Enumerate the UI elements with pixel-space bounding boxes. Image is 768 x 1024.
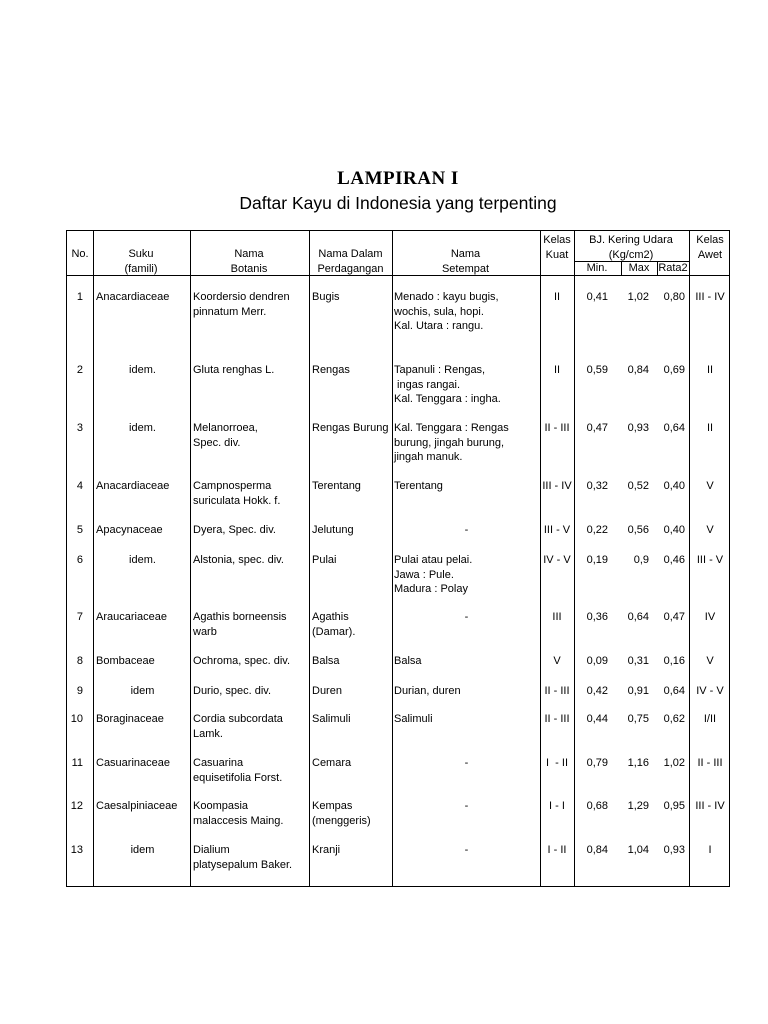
cell-nama-dagang: Kranji	[312, 844, 341, 856]
cell-min: 0,42	[586, 685, 608, 697]
header-nama-dagang: Nama Dalam Perdagangan	[317, 248, 384, 275]
cell-max: 0,75	[627, 713, 649, 725]
cell-nama-botanis: Cordia subcordata Lamk.	[193, 713, 283, 740]
cell-no: 5	[76, 524, 83, 536]
cell-no: 1	[76, 291, 83, 303]
cell-no: 12	[70, 800, 83, 812]
cell-kelas-awet: II	[706, 422, 714, 434]
col-divider	[93, 231, 94, 886]
cell-kelas-kuat: I - II	[546, 757, 568, 769]
cell-rata: 0,62	[663, 713, 685, 725]
cell-suku: idem	[130, 844, 155, 856]
cell-suku: idem.	[129, 422, 156, 434]
cell-max: 1,29	[627, 800, 649, 812]
cell-kelas-awet: I/II	[703, 713, 717, 725]
cell-nama-setempat: Pulai atau pelai. Jawa : Pule. Madura : Polay	[394, 554, 473, 595]
cell-max: 0,52	[627, 480, 649, 492]
cell-kelas-kuat: I - II	[547, 844, 567, 856]
cell-min: 0,09	[586, 655, 608, 667]
cell-rata: 0,95	[663, 800, 685, 812]
cell-rata: 0,64	[663, 685, 685, 697]
cell-no: 2	[76, 364, 83, 376]
cell-kelas-kuat: II	[553, 364, 561, 376]
cell-nama-botanis: Koordersio dendren pinnatum Merr.	[193, 291, 290, 318]
cell-max: 1,04	[627, 844, 649, 856]
cell-nama-botanis: Campnosperma suriculata Hokk. f.	[193, 480, 281, 507]
cell-max: 1,16	[627, 757, 649, 769]
cell-nama-botanis: Gluta renghas L.	[193, 364, 275, 376]
cell-rata: 1,02	[663, 757, 685, 769]
cell-min: 0,41	[586, 291, 608, 303]
header-kelas-kuat: Kelas Kuat	[543, 234, 571, 261]
cell-nama-dagang: Salimuli	[312, 713, 351, 725]
header-no: No.	[71, 248, 89, 260]
cell-kelas-awet: III - IV	[695, 800, 725, 812]
cell-nama-setempat: Salimuli	[394, 713, 433, 725]
cell-kelas-awet: II	[706, 364, 714, 376]
header-max: Max	[628, 262, 650, 274]
cell-nama-setempat: Tapanuli : Rengas, ingas rangai. Kal. Tenggara : ingha.	[394, 364, 501, 405]
wood-table	[66, 230, 730, 887]
cell-nama-botanis: Dyera, Spec. div.	[193, 524, 276, 536]
cell-rata: 0,64	[663, 422, 685, 434]
cell-nama-setempat: Terentang	[394, 480, 443, 492]
cell-nama-setempat: -	[464, 844, 469, 856]
cell-nama-dagang: Jelutung	[312, 524, 354, 536]
cell-kelas-kuat: V	[553, 655, 561, 667]
cell-rata: 0,80	[663, 291, 685, 303]
cell-no: 7	[76, 611, 83, 623]
cell-nama-dagang: Agathis (Damar).	[312, 611, 356, 638]
cell-max: 1,02	[627, 291, 649, 303]
cell-min: 0,44	[586, 713, 608, 725]
cell-nama-dagang: Terentang	[312, 480, 361, 492]
cell-nama-botanis: Melanorroea, Spec. div.	[193, 422, 258, 449]
header-min: Min.	[586, 262, 608, 274]
cell-nama-botanis: Casuarina equisetifolia Forst.	[193, 757, 283, 784]
cell-kelas-awet: III - V	[696, 554, 724, 566]
cell-no: 4	[76, 480, 83, 492]
header-nama-setempat: Nama Setempat	[441, 248, 490, 275]
cell-rata: 0,69	[663, 364, 685, 376]
cell-max: 0,93	[627, 422, 649, 434]
cell-rata: 0,40	[663, 524, 685, 536]
cell-kelas-kuat: II	[553, 291, 561, 303]
cell-nama-botanis: Dialium platysepalum Baker.	[193, 844, 293, 871]
cell-rata: 0,47	[663, 611, 685, 623]
cell-nama-dagang: Rengas Burung	[312, 422, 389, 434]
cell-min: 0,79	[586, 757, 608, 769]
cell-max: 0,31	[627, 655, 649, 667]
cell-nama-setempat: -	[464, 611, 469, 623]
cell-nama-dagang: Balsa	[312, 655, 340, 667]
document-title: LAMPIRAN I	[337, 168, 459, 189]
cell-nama-botanis: Koompasia malaccesis Maing.	[193, 800, 284, 827]
cell-rata: 0,16	[663, 655, 685, 667]
cell-min: 0,47	[586, 422, 608, 434]
cell-kelas-awet: II - III	[697, 757, 723, 769]
cell-no: 13	[70, 844, 83, 856]
cell-nama-setempat: Durian, duren	[394, 685, 461, 697]
cell-suku: Boraginaceae	[96, 713, 164, 725]
cell-suku: idem.	[129, 364, 156, 376]
cell-suku: Caesalpiniaceae	[96, 800, 178, 812]
cell-min: 0,84	[586, 844, 608, 856]
cell-no: 11	[71, 757, 83, 769]
cell-rata: 0,46	[663, 554, 685, 566]
cell-nama-setempat: -	[464, 757, 469, 769]
cell-nama-dagang: Pulai	[312, 554, 337, 566]
cell-nama-dagang: Rengas	[312, 364, 350, 376]
cell-nama-setempat: -	[464, 800, 469, 812]
header-kelas-awet: Kelas Awet	[696, 234, 724, 261]
cell-kelas-kuat: IV - V	[543, 554, 571, 566]
cell-no: 10	[70, 713, 83, 725]
cell-no: 6	[76, 554, 83, 566]
cell-nama-dagang: Duren	[312, 685, 342, 697]
cell-kelas-awet: V	[706, 524, 714, 536]
cell-suku: Apacynaceae	[96, 524, 163, 536]
col-divider	[190, 231, 191, 886]
cell-suku: idem.	[129, 554, 156, 566]
cell-no: 8	[76, 655, 83, 667]
cell-min: 0,68	[586, 800, 608, 812]
cell-kelas-awet: IV	[704, 611, 716, 623]
cell-suku: Araucariaceae	[96, 611, 167, 623]
cell-nama-botanis: Ochroma, spec. div.	[193, 655, 290, 667]
cell-min: 0,59	[586, 364, 608, 376]
header-bj-kering-udara: BJ. Kering Udara (Kg/cm2)	[589, 234, 673, 261]
cell-nama-dagang: Cemara	[312, 757, 352, 769]
cell-rata: 0,93	[663, 844, 685, 856]
cell-kelas-kuat: II - III	[544, 713, 570, 725]
cell-kelas-awet: V	[706, 480, 714, 492]
cell-kelas-awet: IV - V	[696, 685, 724, 697]
cell-nama-dagang: Kempas (menggeris)	[312, 800, 371, 827]
cell-min: 0,36	[586, 611, 608, 623]
cell-suku: Anacardiaceae	[96, 291, 170, 303]
cell-suku: Anacardiaceae	[96, 480, 170, 492]
cell-suku: idem	[130, 685, 155, 697]
cell-kelas-awet: I	[708, 844, 712, 856]
cell-nama-botanis: Durio, spec. div.	[193, 685, 272, 697]
cell-min: 0,32	[586, 480, 608, 492]
cell-nama-setempat: Menado : kayu bugis, wochis, sula, hopi. Kal. Utara : rangu.	[394, 291, 499, 332]
cell-kelas-awet: V	[706, 655, 714, 667]
cell-suku: Bombaceae	[96, 655, 155, 667]
cell-kelas-kuat: III - IV	[542, 480, 572, 492]
cell-max: 0,9	[633, 554, 649, 566]
cell-nama-botanis: Agathis borneensis warb	[193, 611, 287, 638]
cell-max: 0,64	[627, 611, 649, 623]
cell-kelas-awet: III - IV	[695, 291, 725, 303]
cell-nama-setempat: Kal. Tenggara : Rengas burung, jingah burung, jingah manuk.	[394, 422, 509, 463]
cell-no: 9	[76, 685, 83, 697]
cell-kelas-kuat: I - I	[549, 800, 565, 812]
cell-max: 0,56	[627, 524, 649, 536]
cell-nama-setempat: -	[464, 524, 469, 536]
cell-min: 0,19	[586, 554, 608, 566]
col-divider	[309, 231, 310, 886]
cell-nama-botanis: Alstonia, spec. div.	[193, 554, 284, 566]
cell-rata: 0,40	[663, 480, 685, 492]
cell-nama-dagang: Bugis	[312, 291, 340, 303]
cell-no: 3	[76, 422, 83, 434]
cell-kelas-kuat: II - III	[544, 422, 570, 434]
header-suku: Suku (famili)	[124, 248, 158, 275]
cell-suku: Casuarinaceae	[96, 757, 170, 769]
cell-kelas-kuat: III	[552, 611, 562, 623]
header-rata: Rata2	[658, 262, 688, 274]
cell-min: 0,22	[586, 524, 608, 536]
header-nama-botanis: Nama Botanis	[230, 248, 268, 275]
document-subtitle: Daftar Kayu di Indonesia yang terpenting	[239, 193, 557, 213]
cell-max: 0,84	[627, 364, 649, 376]
cell-nama-setempat: Balsa	[394, 655, 422, 667]
cell-kelas-kuat: III - V	[543, 524, 571, 536]
cell-kelas-kuat: II - III	[544, 685, 570, 697]
cell-max: 0,91	[627, 685, 649, 697]
